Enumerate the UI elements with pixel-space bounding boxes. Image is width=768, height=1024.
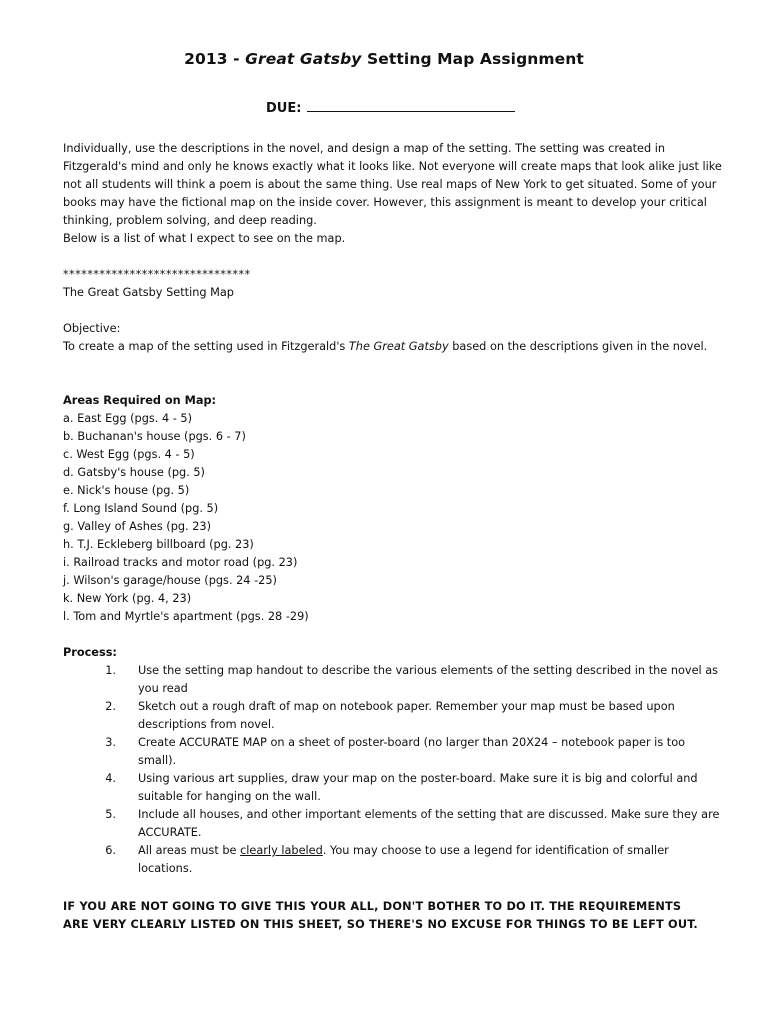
objective-label: Objective:: [63, 322, 121, 335]
step-text-underlined: clearly labeled: [240, 844, 323, 857]
due-blank: [307, 99, 515, 112]
list-item: g. Valley of Ashes (pg. 23): [63, 520, 212, 533]
warning-notice: IF YOU ARE NOT GOING TO GIVE THIS YOUR ALL, DON'T BOTHER TO DO IT. THE REQUIREMENTS ARE VERY CLEARLY LISTED ON THIS SHEET, SO THERE'S NO EXCUSE FOR THINGS TO BE LEFT OUT.: [63, 900, 698, 931]
step-number: 3.: [105, 736, 116, 749]
step-text: Using various art supplies, draw your map on the poster-board. Make sure it is big and colorful and suitable for hanging on the wall.: [138, 772, 698, 803]
due-label: DUE:: [266, 101, 302, 116]
process-step: [63, 770, 723, 806]
step-number: 1.: [105, 664, 116, 677]
intro-text: Individually, use the descriptions in the novel, and design a map of the setting. The setting was created in Fitzgerald's mind and only he knows exactly what it looks like. Not everyone will create maps that look alike just like not all students will think a poem is about the same thing. Use real maps of New York to get situated. Some of your books may have the fictional map on the inside cover. However, this assignment is meant to develop your critical thinking, problem solving, and deep reading.: [63, 142, 722, 227]
list-item: k. New York (pg. 4, 23): [63, 592, 192, 605]
objective-book-title: The Great Gatsby: [348, 340, 449, 353]
areas-header: Areas Required on Map:: [63, 394, 217, 407]
list-item: i. Railroad tracks and motor road (pg. 23): [63, 556, 298, 569]
list-item: e. Nick's house (pg. 5): [63, 484, 190, 497]
title-suffix: Setting Map Assignment: [361, 50, 584, 68]
list-item: d. Gatsby's house (pg. 5): [63, 466, 205, 479]
list-item: j. Wilson's garage/house (pgs. 24 -25): [63, 574, 277, 587]
list-item: h. T.J. Eckleberg billboard (pg. 23): [63, 538, 254, 551]
process-section: [63, 644, 723, 878]
page-title: [0, 50, 768, 68]
process-step: [63, 734, 723, 770]
step-text: Sketch out a rough draft of map on notebook paper. Remember your map must be based upon descriptions from novel.: [138, 700, 675, 731]
step-text: Include all houses, and other important elements of the setting that are discussed. Make sure they are ACCURATE.: [138, 808, 720, 839]
step-text: [116, 842, 723, 878]
intro-paragraph: [63, 140, 723, 248]
step-text: Create ACCURATE MAP on a sheet of poster-board (no larger than 20X24 – notebook paper is too small).: [138, 736, 686, 767]
step-text: Use the setting map handout to describe the various elements of the setting described in the novel as you read: [138, 664, 719, 695]
process-header: Process:: [63, 646, 117, 659]
step-number: 2.: [105, 700, 116, 713]
list-item: a. East Egg (pgs. 4 - 5): [63, 412, 192, 425]
objective-text-after: based on the descriptions given in the novel.: [448, 340, 708, 353]
due-date-line: [266, 99, 515, 116]
process-step: [63, 842, 723, 878]
divider-stars: *******************************: [63, 268, 251, 281]
process-step: [63, 662, 723, 698]
list-item: l. Tom and Myrtle's apartment (pgs. 28 -29): [63, 610, 309, 623]
objective-text: [63, 338, 723, 356]
list-item: f. Long Island Sound (pg. 5): [63, 502, 219, 515]
areas-section: [63, 392, 723, 626]
process-step: [63, 806, 723, 842]
areas-list: [63, 410, 723, 626]
title-prefix: 2013 -: [184, 50, 246, 68]
process-step: [63, 698, 723, 734]
step-text-after: . You may choose to use a legend for identification of smaller locations.: [138, 844, 669, 875]
map-title: The Great Gatsby Setting Map: [63, 286, 234, 299]
step-number: 6.: [105, 844, 116, 857]
objective-section: [63, 320, 723, 356]
intro-last-line: Below is a list of what I expect to see on the map.: [63, 232, 346, 245]
list-item: c. West Egg (pgs. 4 - 5): [63, 448, 195, 461]
step-text-before: All areas must be: [138, 844, 241, 857]
step-number: 4.: [105, 772, 116, 785]
objective-text-before: To create a map of the setting used in Fitzgerald's: [63, 340, 349, 353]
title-italic: Great Gatsby: [245, 50, 362, 68]
list-item: b. Buchanan's house (pgs. 6 - 7): [63, 430, 246, 443]
step-number: 5.: [105, 808, 116, 821]
